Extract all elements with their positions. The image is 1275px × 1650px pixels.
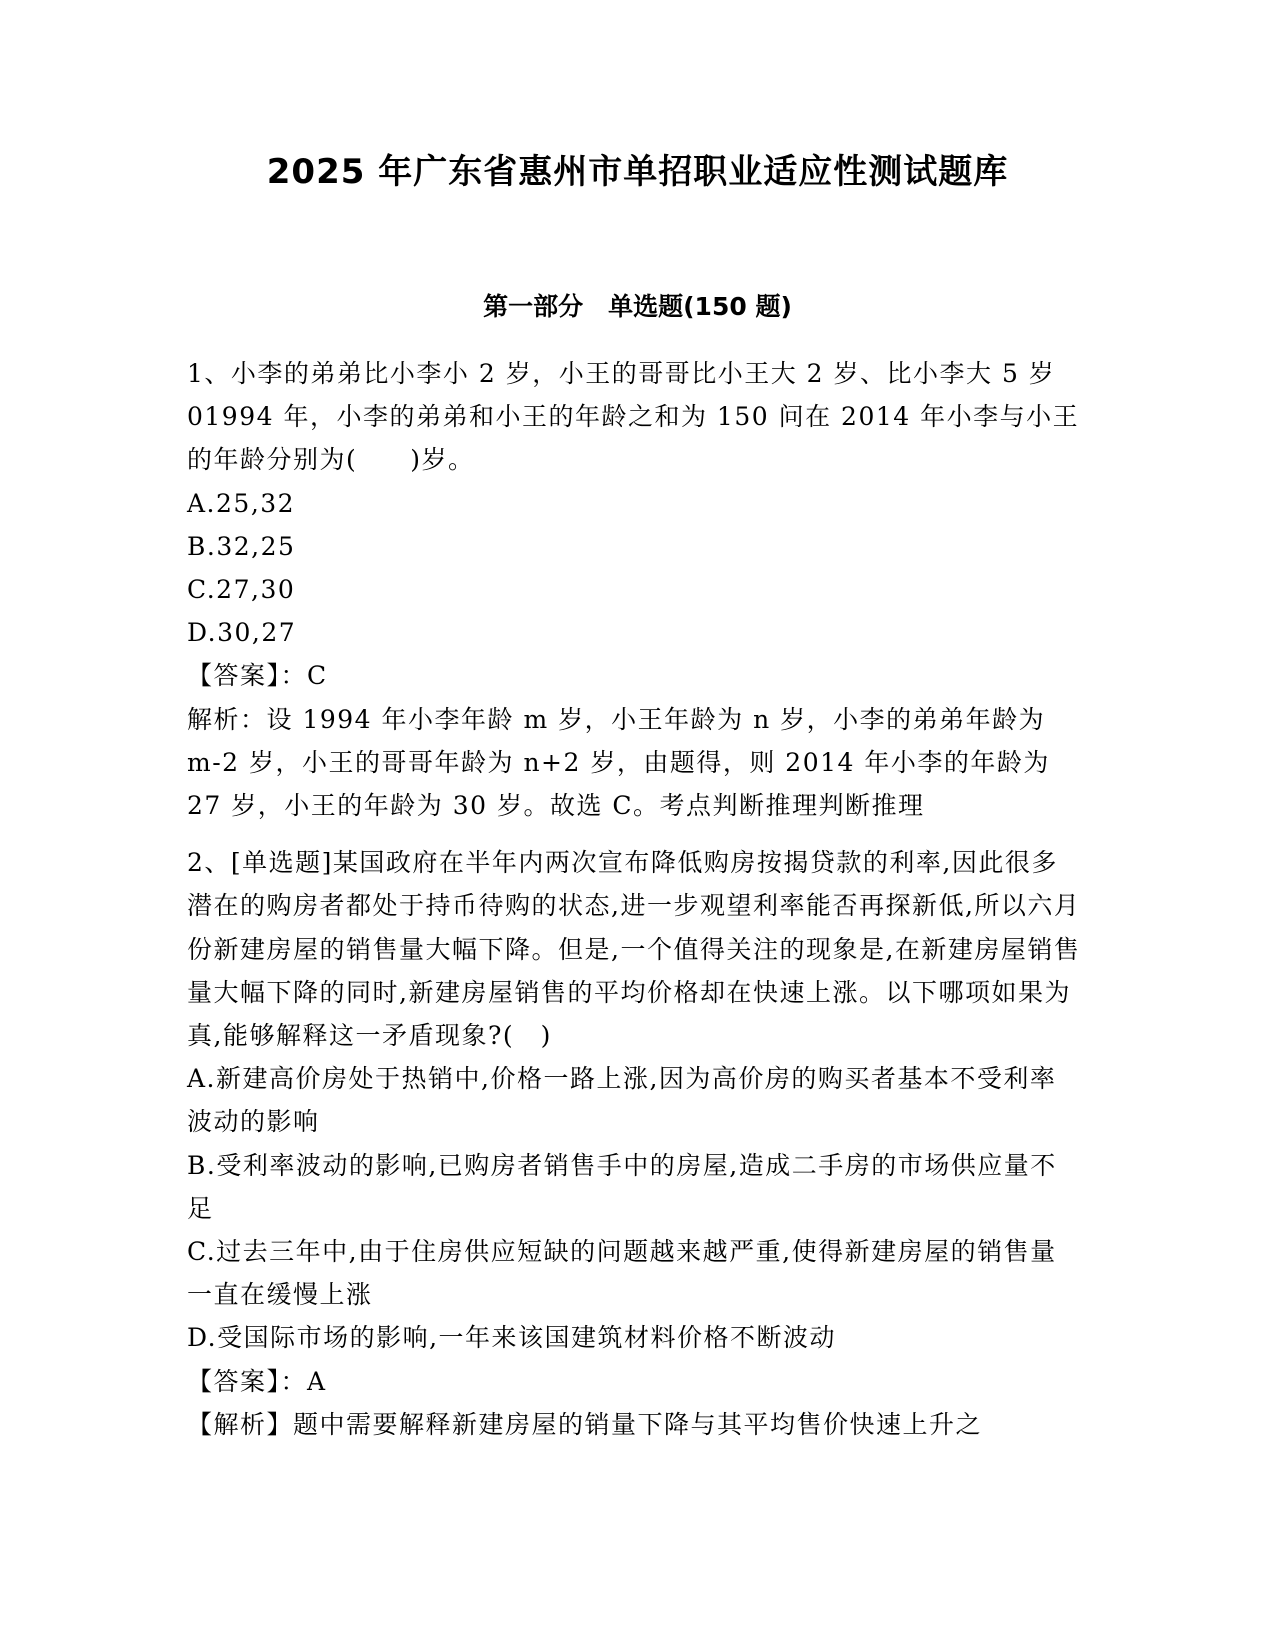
option-d: D.30,27 [187, 618, 297, 648]
option-a: A.25,32 [187, 488, 296, 518]
document-title: 2025 年广东省惠州市单招职业适应性测试题库 [266, 152, 1009, 192]
option-a: A.新建高价房处于热销中,价格一路上涨,因为高价房的购买者基本不受利率波动的影响 [187, 1064, 1057, 1137]
question-item [187, 841, 1082, 1446]
question-item [187, 352, 1082, 827]
option-d: D.受国际市场的影响,一年来该国建筑材料价格不断波动 [187, 1323, 837, 1353]
option-c: C.27,30 [187, 575, 296, 605]
analysis-text: 解析：设 1994 年小李年龄 m 岁，小王年龄为 n 岁，小李的弟弟年龄为 m-2 岁，小王的哥哥年龄为 n+2 岁，由题得，则 2014 年小李的年龄为 27 岁，小王的年龄为 30 岁。故选 C。考点判断推理判断推理 [187, 704, 1050, 821]
question-stem: 2、[单选题]某国政府在半年内两次宣布降低购房按揭贷款的利率,因此很多潜在的购房者都处于持币待购的状态,进一步观望利率能否再探新低,所以六月份新建房屋的销售量大幅下降。但是,一个值得关注的现象是,在新建房屋销售量大幅下降的同时,新建房屋销售的平均价格却在快速上涨。以下哪项如果为真,能够解释这一矛盾现象?( ) [187, 848, 1081, 1051]
option-b: B.32,25 [187, 531, 296, 561]
answer-line: 【答案】：C [187, 661, 328, 691]
option-b: B.受利率波动的影响,已购房者销售手中的房屋,造成二手房的市场供应量不足 [187, 1150, 1057, 1223]
option-c: C.过去三年中,由于住房供应短缺的问题越来越严重,使得新建房屋的销售量一直在缓慢上涨 [187, 1237, 1057, 1310]
question-stem: 1、小李的弟弟比小李小 2 岁，小王的哥哥比小王大 2 岁、比小李大 5 岁 01994 年，小李的弟弟和小王的年龄之和为 150 问在 2014 年小李与小王的年龄分别为( )岁。 [187, 359, 1080, 475]
analysis-text: 【解析】题中需要解释新建房屋的销量下降与其平均售价快速上升之 [187, 1409, 983, 1439]
question-list [187, 352, 1082, 1446]
answer-line: 【答案】：A [187, 1366, 327, 1396]
section-title: 第一部分 单选题(150 题) [483, 292, 792, 321]
